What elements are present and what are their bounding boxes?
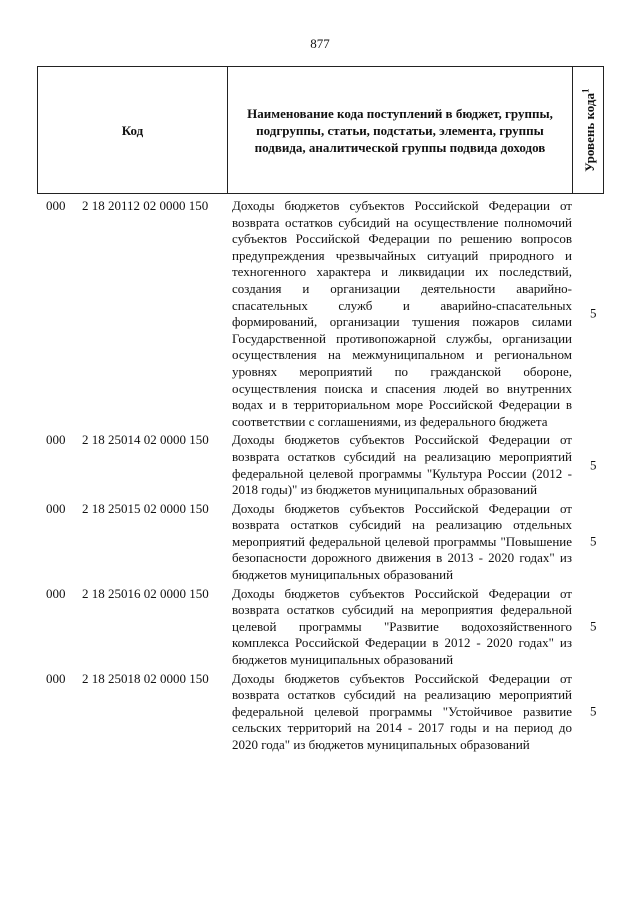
header-level-text <box>578 88 598 171</box>
row-admin-code: 000 <box>46 670 66 686</box>
row-level: 5 <box>590 457 597 473</box>
header-code: Код <box>38 67 228 193</box>
row-budget-code: 2 18 25014 02 0000 150 <box>82 432 209 448</box>
row-admin-code: 000 <box>46 585 66 601</box>
row-level: 5 <box>590 305 597 321</box>
row-budget-code: 2 18 20112 02 0000 150 <box>82 198 209 213</box>
row-code <box>46 671 209 688</box>
table-row <box>46 198 606 430</box>
header-level-label: Уровень кода <box>582 92 598 172</box>
row-description: Доходы бюджетов субъектов Российской Федерации от возврата остатков субсидий на реализацию мероприятий федеральной целевой программы "Культура России (2012 - 2018 годы)" из бюджетов муниципальных образований <box>232 432 572 498</box>
row-level: 5 <box>590 533 597 549</box>
row-description: Доходы бюджетов субъектов Российской Федерации от возврата остатков субсидий на мероприятия федеральной целевой программы "Развитие водохозяйственного комплекса Российской Федерации в 2012 - 2020 годах" из бюджетов муниципальных образований <box>232 585 572 668</box>
row-description: Доходы бюджетов субъектов Российской Федерации от возврата остатков субсидий на реализацию мероприятий федеральной целевой программы "Устойчивое развитие сельских территорий на 2014 - 2017 годы и на период до 2020 года" из бюджетов муниципальных образований <box>232 670 572 752</box>
row-code <box>46 432 209 449</box>
row-admin-code: 000 <box>46 432 66 448</box>
row-level: 5 <box>590 618 597 634</box>
row-budget-code: 2 18 25015 02 0000 150 <box>82 500 209 516</box>
row-description: Доходы бюджетов субъектов Российской Федерации от возврата остатков субсидий на реализацию отдельных мероприятий федеральной целевой программы "Повышение безопасности дорожного движения в 2013 - 2020 годах" из бюджетов муниципальных образований <box>232 500 572 583</box>
row-level: 5 <box>590 703 597 719</box>
row-description: Доходы бюджетов субъектов Российской Федерации от возврата остатков субсидий на осуществление полномочий субъектов Российской Федерации по решению вопросов предупреждения чрезвычайных ситуаций природного и техногенного характера и ликвидации их последствий, создания и организации деятельности аварийно-спасательных служб и аварийно-спасательных формирований, организации тушения пожаров силами Государственной противопожарной службы, организации осуществления на межмуниципальном и региональном уровнях мероприятий по гражданской обороне, осуществления поиска и спасения людей во внутренних водах и в территориальном море Российской Федерации в соответствии с соглашениями, из федерального бюджета <box>232 198 572 429</box>
row-code <box>46 198 208 215</box>
row-code <box>46 586 209 603</box>
row-budget-code: 2 18 25016 02 0000 150 <box>82 585 209 601</box>
page-number: 877 <box>310 36 330 51</box>
table-row <box>46 671 606 754</box>
row-code <box>46 501 209 518</box>
header-level <box>573 67 603 193</box>
code-table-body <box>46 198 606 754</box>
table-row <box>46 432 606 498</box>
row-admin-code: 000 <box>46 500 66 516</box>
row-admin-code: 000 <box>46 198 66 213</box>
table-row <box>46 501 606 584</box>
table-row <box>46 586 606 669</box>
table-header <box>37 66 604 194</box>
row-budget-code: 2 18 25018 02 0000 150 <box>82 670 209 686</box>
header-name: Наименование кода поступлений в бюджет, группы, подгруппы, статьи, подстатьи, элемента, группы подвида, аналитической группы подвида доходов <box>228 67 573 193</box>
header-level-footnote: 1 <box>580 88 591 93</box>
